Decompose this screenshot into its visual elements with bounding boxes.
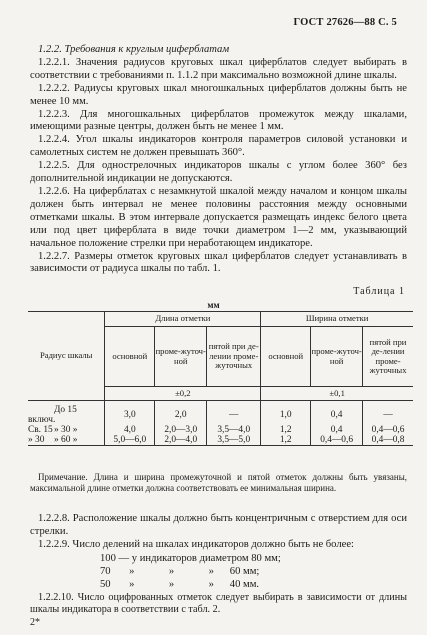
- header-width-intermediate: проме-жуточ-ной: [311, 327, 363, 387]
- page-number: 2*: [30, 617, 40, 628]
- cell-length-main: 5,0—6,0: [105, 435, 155, 446]
- cell-width-intermediate: 0,4—0,6: [311, 435, 363, 446]
- cell-length-intermediate: 2,0—3,0: [155, 425, 207, 435]
- marks-table: [28, 311, 413, 446]
- row-radius: » 30 » 60 »: [28, 435, 78, 446]
- paragraph-1-2-2-3: 1.2.2.3. Для многошкальных циферблатов промежуток между шкалами, имеющими разные центры, должен быть не менее 1 мм.: [30, 108, 407, 133]
- cell-width-intermediate: 0,4: [311, 425, 363, 435]
- paragraph-1-2-2-7: 1.2.2.7. Размеры отметок круговых шкал циферблатов следует устанавливать в зависимости от радиуса шкалы по табл. 1.: [30, 250, 407, 275]
- cell-width-main: 1,0: [261, 405, 311, 425]
- division-list: [100, 552, 281, 591]
- paragraph-1-2-2-2: 1.2.2.2. Радиусы круговых шкал многошкальных циферблатов должны быть не менее 10 мм.: [30, 82, 407, 107]
- cell-width-main: 1,2: [261, 425, 311, 435]
- header-width-fifth: пятой при де-лении проме-жуточных: [363, 327, 413, 387]
- paragraph-1-2-2-5: 1.2.2.5. Для однострелочных индикаторов шкалы с углом более 360° без дополнительной индикации не допускаются.: [30, 160, 407, 185]
- row-radius: Св. 15» 30 »: [28, 424, 78, 435]
- table-note: Примечание. Длина и ширина промежуточной и пятой отметок должны быть увязаны, максимальной длине отметки должна соответствовать ее минимальная ширина.: [30, 472, 407, 493]
- section-text: [30, 44, 407, 276]
- row-radius: До 15 включ.: [28, 404, 77, 425]
- last-text: [30, 592, 407, 616]
- lower-text: [30, 512, 407, 551]
- cell-width-fifth: 0,4—0,8: [363, 435, 413, 446]
- section-title: 1.2.2. Требования к круглым циферблатам: [38, 44, 230, 55]
- header-width-group: Ширина отметки: [261, 312, 413, 327]
- paragraph-1-2-2-4: 1.2.2.4. Угол шкалы индикаторов контроля параметров силовой установки и самолетных систем не должен превышать 360°.: [30, 134, 407, 159]
- paragraph-1-2-2-9: 1.2.2.9. Число делений на шкалах индикаторов должно быть не более:: [38, 539, 354, 550]
- header-length-fifth: пятой при де-лении проме-жуточных: [207, 327, 261, 387]
- page-header: ГОСТ 27626—88 С. 5: [293, 17, 397, 28]
- paragraph-1-2-2-6: 1.2.2.6. На циферблатах с незамкнутой шкалой между началом и концом шкалы должен быть интервал не менее половины расстояния между основными отметками шкалы. В этом интервале допускается размещать индекс белого цвета или под цвет циферблата в виде точки диаметром 1—2 мм, указывающий начальное положение стрелки при неработающем индикаторе.: [30, 185, 407, 249]
- header-radius: Радиус шкалы: [28, 312, 105, 401]
- header-width-main: основной: [261, 327, 311, 387]
- tolerance-length: ±0,2: [105, 387, 261, 401]
- cell-length-fifth: —: [207, 405, 261, 425]
- cell-length-main: 4,0: [105, 425, 155, 435]
- list-item: 100 — у индикаторов диаметром 80 мм;: [100, 553, 281, 564]
- table-row: [28, 425, 413, 435]
- table-unit: мм: [207, 300, 220, 310]
- list-item: 50 » » » 40 мм.: [100, 579, 260, 590]
- cell-length-main: 3,0: [105, 405, 155, 425]
- table-row: [28, 435, 413, 446]
- header-length-group: Длина отметки: [105, 312, 261, 327]
- paragraph-1-2-2-8: 1.2.2.8. Расположение шкалы должно быть концентричным с отверстием для оси стрелки.: [30, 513, 407, 537]
- header-length-main: основной: [105, 327, 155, 387]
- table-caption: Таблица 1: [353, 286, 405, 297]
- table-row: [28, 405, 413, 425]
- cell-length-fifth: 3,5—4,0: [207, 425, 261, 435]
- cell-width-fifth: 0,4—0,6: [363, 425, 413, 435]
- paragraph-1-2-2-10: 1.2.2.10. Число оцифрованных отметок следует выбирать в зависимости от длины шкалы индикатора в соответствии с табл. 2.: [30, 592, 407, 615]
- cell-width-intermediate: 0,4: [311, 405, 363, 425]
- paragraph-1-2-2-1: 1.2.2.1. Значения радиусов круговых шкал циферблатов следует выбирать в соответствии с требованиями п. 1.1.2 при максимально возможной длине шкалы.: [30, 56, 407, 81]
- cell-length-intermediate: 2,0—4,0: [155, 435, 207, 446]
- tolerance-width: ±0,1: [261, 387, 413, 401]
- cell-width-fifth: —: [363, 405, 413, 425]
- cell-length-intermediate: 2,0: [155, 405, 207, 425]
- cell-length-fifth: 3,5—5,0: [207, 435, 261, 446]
- cell-width-main: 1,2: [261, 435, 311, 446]
- header-length-intermediate: проме-жуточ-ной: [155, 327, 207, 387]
- list-item: 70 » » » 60 мм;: [100, 566, 260, 577]
